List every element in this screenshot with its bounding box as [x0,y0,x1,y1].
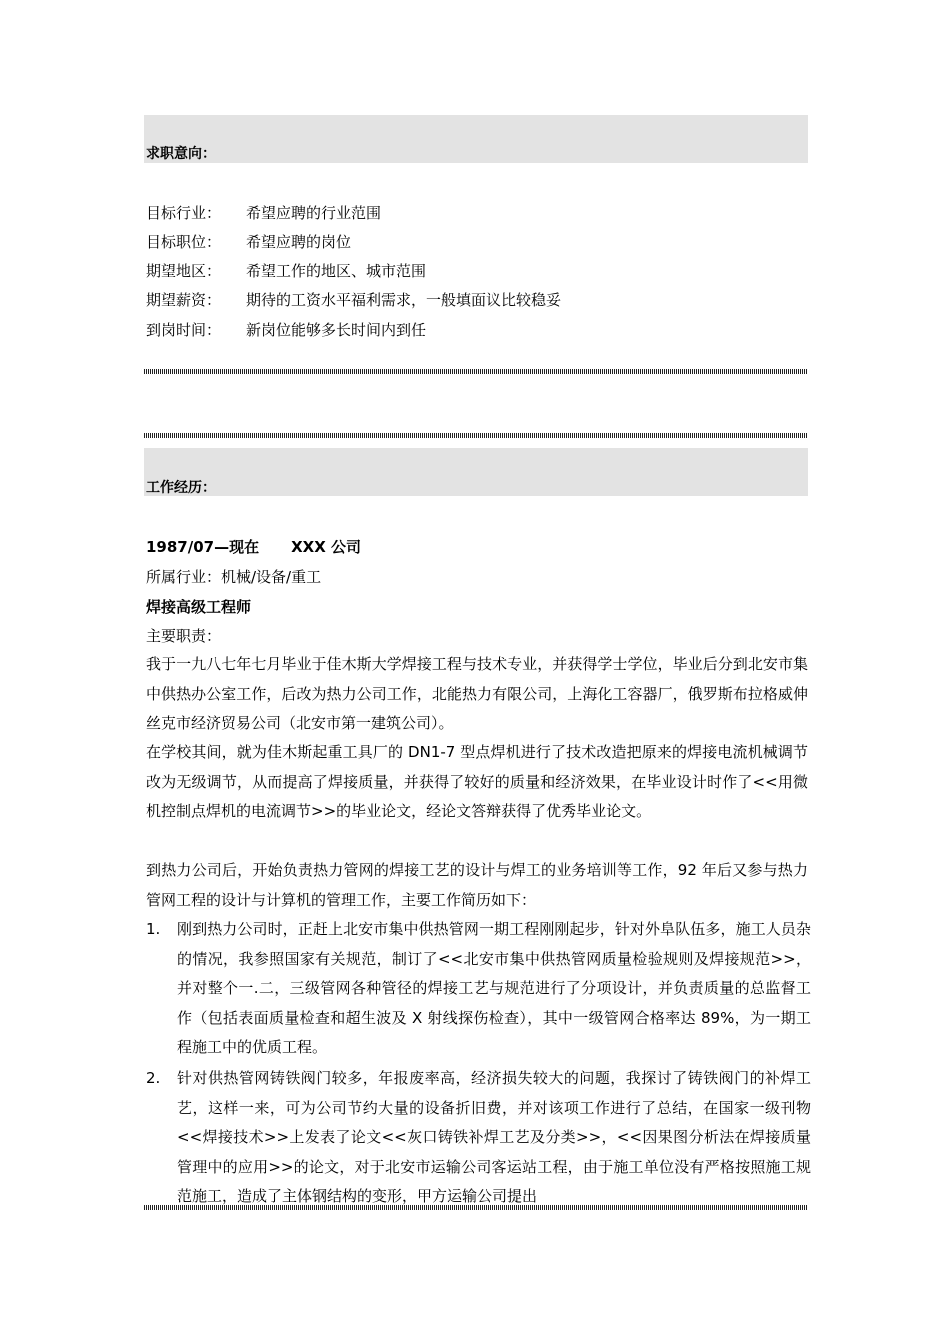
intent-row-industry [146,203,381,223]
intent-value: 希望应聘的行业范围 [246,204,382,222]
intent-label: 目标行业： [146,204,222,222]
section-divider [144,369,808,374]
job-industry: 所属行业：机械/设备/重工 [146,568,322,586]
intent-label: 到岗时间： [146,321,222,339]
intent-row-start-time [146,320,426,340]
work-header-band [144,448,808,496]
list-item-number: 2. [146,1069,161,1087]
duty-paragraph: 到热力公司后，开始负责热力管网的焊接工艺的设计与焊工的业务培训等工作，92 年后又参与热力管网工程的设计与计算机的管理工作，主要工作简历如下： [146,861,808,909]
job-company: XXX 公司 [291,538,362,556]
intent-header-band [144,115,808,163]
intent-label: 期望地区： [146,262,222,280]
job-period: 1987/07—现在 [146,538,260,556]
intent-row-region [146,261,426,281]
intent-label: 目标职位： [146,233,222,251]
work-section-title: 工作经历： [146,480,216,496]
intent-label: 期望薪资： [146,291,222,309]
intent-value: 希望应聘的岗位 [246,233,352,251]
section-divider [144,1205,808,1210]
intent-value: 新岗位能够多长时间内到任 [246,321,427,339]
job-header [146,537,361,557]
job-position: 焊接高级工程师 [146,598,252,616]
duty-paragraph: 我于一九八七年七月毕业于佳木斯大学焊接工程与技术专业，并获得学士学位，毕业后分到北安市集中供热办公室工作，后改为热力公司工作，北能热力有限公司，上海化工容器厂，俄罗斯布拉格威伸丝克市经济贸易公司（北安市第一建筑公司）。 [146,655,808,732]
intent-value: 期待的工资水平福利需求，一般填面议比较稳妥 [246,291,562,309]
list-item-text: 针对供热管网铸铁阀门较多，年报废率高，经济损失较大的问题，我探讨了铸铁阀门的补焊工艺，这样一来，可为公司节约大量的设备折旧费，并对该项工作进行了总结，在国家一级刊物<<焊接技术>>上发表了论文<<灰口铸铁补焊工艺及分类>>，<<因果图分析法在焊接质量管理中的应用>>的论文，对于北安市运输公司客运站工程，由于施工单位没有严格按照施工规范施工，造成了主体钢结构的变形，甲方运输公司提出 [177,1069,811,1205]
duty-paragraph: 在学校其间，就为佳木斯起重工具厂的 DN1-7 型点焊机进行了技术改造把原来的焊接电流机械调节改为无级调节，从而提高了焊接质量，并获得了较好的质量和经济效果，在毕业设计时作了<<用微机控制点焊机的电流调节>>的毕业论文，经论文答辩获得了优秀毕业论文。 [146,743,808,820]
intent-section-title: 求职意向： [146,146,216,162]
list-item-number: 1. [146,920,161,938]
list-item-text: 刚到热力公司时，正赶上北安市集中供热管网一期工程刚刚起步，针对外阜队伍多，施工人员杂的情况，我参照国家有关规范，制订了<<北安市集中供热管网质量检验规则及焊接规范>>，并对整个一.二，三级管网各种管径的焊接工艺与规范进行了分项设计，并负责质量的总监督工作（包括表面质量检查和超生波及 X 射线探伤检查），其中一级管网合格率达 89%，为一期工程施工中的优质工程。 [177,920,811,1056]
section-divider [144,433,808,438]
intent-value: 希望工作的地区、城市范围 [246,262,427,280]
intent-row-salary [146,290,561,310]
intent-row-position [146,232,351,252]
duties-label: 主要职责： [146,627,222,645]
